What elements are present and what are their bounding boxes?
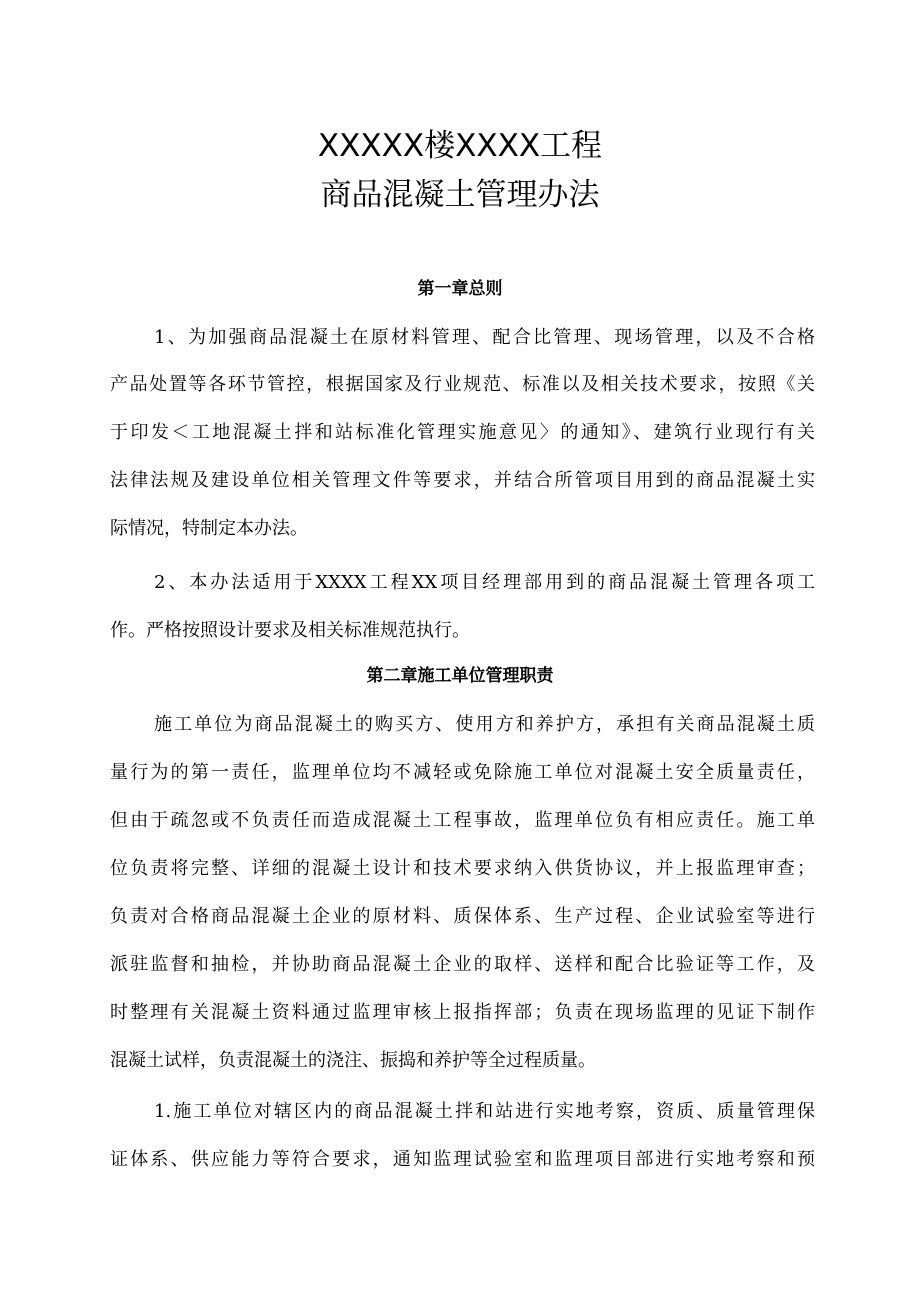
paragraph-line: 位负责将完整、详细的混凝土设计和技术要求纳入供货协议，并上报监理审查； [110,858,815,879]
paragraph-line: 作。严格按照设计要求及相关标准规范执行。 [110,620,470,641]
document-title-line2: 商品混凝土管理办法 [320,177,600,213]
paragraph-line: 际情况，特制定本办法。 [110,518,308,539]
document-title-line1: XXXXX楼XXXX工程 [317,128,603,164]
paragraph-line: 负责对合格商品混凝土企业的原材料、质保体系、生产过程、企业试验室等进行 [110,906,815,927]
paragraph-line: 混凝土试样，负责混凝土的浇注、振捣和养护等全过程质量。 [110,1050,596,1071]
paragraph-line: 2、本办法适用于XXXX工程XX项目经理部用到的商品混凝土管理各项工 [154,572,815,593]
chapter-2-heading: 第二章施工单位管理职责 [366,666,554,686]
paragraph-line: 时整理有关混凝土资料通过监理审核上报指挥部；负责在现场监理的见证下制作 [110,1002,815,1023]
paragraph-line: 法律法规及建设单位相关管理文件等要求，并结合所管项目用到的商品混凝土实 [110,470,815,491]
chapter-1-heading: 第一章总则 [417,279,503,299]
paragraph-line: 1.施工单位对辖区内的商品混凝土拌和站进行实地考察，资质、质量管理保 [154,1101,815,1122]
paragraph-line: 派驻监督和抽检，并协助商品混凝土企业的取样、送样和配合比验证等工作，及 [110,954,815,975]
paragraph-line: 产品处置等各环节管控，根据国家及行业规范、标准以及相关技术要求，按照《关 [110,374,815,395]
paragraph-line: 于印发＜工地混凝土拌和站标准化管理实施意见〉的通知》、建筑行业现行有关 [110,422,815,443]
paragraph-line: 1、为加强商品混凝土在原材料管理、配合比管理、现场管理，以及不合格 [154,327,815,348]
paragraph-line: 但由于疏忽或不负责任而造成混凝土工程事故，监理单位负有相应责任。施工单 [110,810,815,831]
paragraph-line: 证体系、供应能力等符合要求，通知监理试验室和监理项目部进行实地考察和预 [110,1149,815,1170]
paragraph-line: 施工单位为商品混凝土的购买方、使用方和养护方，承担有关商品混凝土质 [154,714,815,735]
paragraph-line: 量行为的第一责任，监理单位均不减轻或免除施工单位对混凝土安全质量责任， [110,762,815,783]
